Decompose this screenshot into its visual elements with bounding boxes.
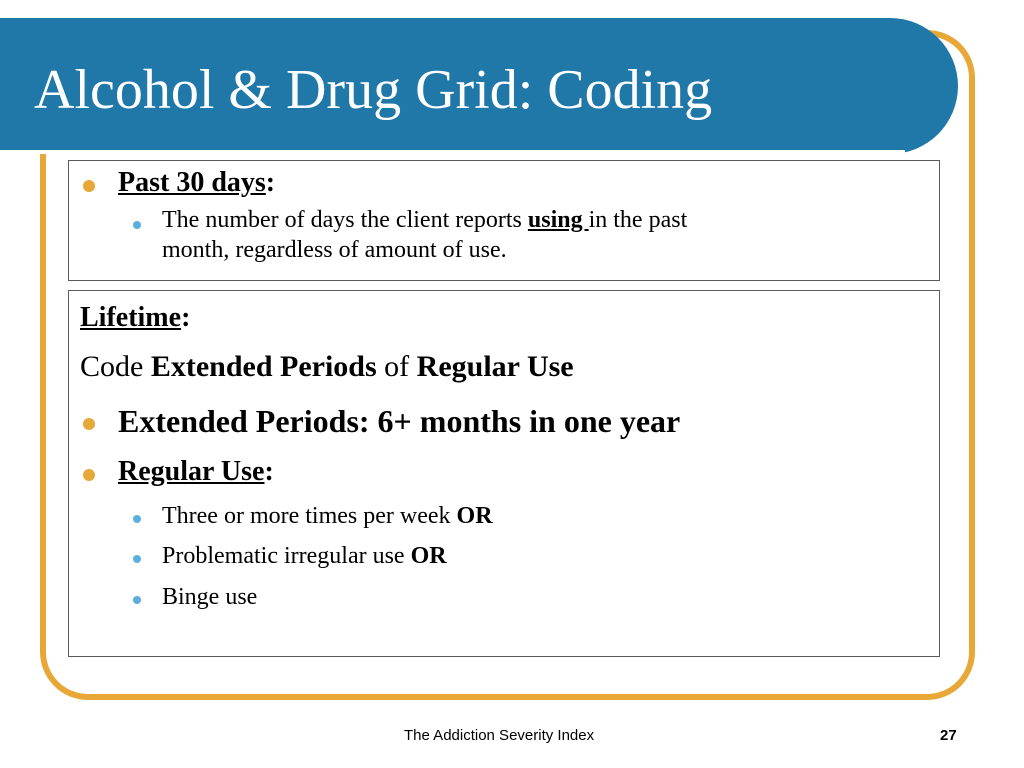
past-30-days-box [68, 160, 940, 281]
sub-bullet-icon [133, 515, 141, 523]
code-instruction: Code Extended Periods of Regular Use [80, 350, 574, 383]
using-emphasis: using [527, 207, 589, 233]
past-30-days-heading: Past 30 days: [118, 167, 276, 198]
title-underline [0, 150, 905, 154]
regular-use-item: Binge use [162, 584, 258, 610]
past-30-days-label: Past 30 days [118, 167, 266, 198]
lifetime-box [68, 290, 940, 657]
lifetime-heading: Lifetime: [80, 302, 191, 333]
sub-bullet-icon [133, 555, 141, 563]
bullet-icon [83, 418, 95, 430]
bullet-icon [83, 469, 95, 481]
extended-periods-bullet: Extended Periods: 6+ months in one year [118, 403, 681, 439]
footer-text: The Addiction Severity Index [404, 727, 595, 744]
sub-bullet-icon [133, 596, 141, 604]
past-30-days-description: The number of days the client reports using in the past [162, 207, 688, 233]
bullet-icon [83, 180, 95, 192]
regular-use-item: Problematic irregular use OR [162, 543, 447, 569]
slide-title: Alcohol & Drug Grid: Coding [34, 59, 713, 121]
regular-use-label: Regular Use [118, 456, 265, 487]
past-30-days-description-line2: month, regardless of amount of use. [162, 237, 507, 263]
page-number: 27 [940, 727, 957, 744]
regular-use-item: Three or more times per week OR [162, 503, 493, 529]
lifetime-label: Lifetime [80, 302, 182, 333]
regular-use-heading: Regular Use: [118, 456, 274, 487]
title-bar [0, 18, 958, 154]
sub-bullet-icon [133, 221, 141, 229]
